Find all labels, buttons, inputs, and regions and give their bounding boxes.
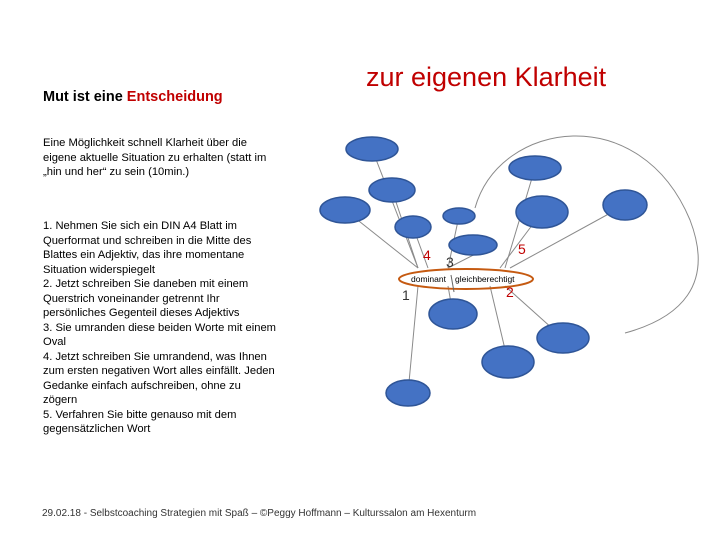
footer-text: 29.02.18 - Selbstcoaching Strategien mit Spaß – ©Peggy Hoffmann – Kulturssalon am Hexenturm (42, 508, 477, 519)
thought-nodes (320, 137, 647, 406)
label-2: 2 (506, 284, 514, 300)
label-5: 5 (518, 241, 526, 257)
thought-node (395, 216, 431, 238)
intro-text: Eine Möglichkeit schnell Klarheit über die eigene aktuelle Situation zu erhalten (statt im „hin und her“ zu sein (10min.) (43, 137, 267, 178)
thought-node (320, 197, 370, 223)
step-1: 1. Nehmen Sie sich ein DIN A4 Blatt im Querformat und schreiben in die Mitte des Blattes ein Adjektiv, das ihre momentane Situation widerspiegelt (43, 220, 252, 276)
thought-node (516, 196, 568, 228)
thought-node (369, 178, 415, 202)
thought-node (449, 235, 497, 255)
subtitle-accent: Entscheidung (126, 89, 223, 105)
step-2: 2. Jetzt schreiben Sie daneben mit einem Querstrich voneinander getrennt Ihr persönliches Gegenteil dieses Adjektivs (43, 278, 249, 319)
step-4: 4. Jetzt schreiben Sie umrandend, was Ihnen zum ersten negativen Wort alles einfällt. Jeden Gedanke einfach aufschreiben, ohne zu zögern (43, 350, 275, 406)
thought-node (603, 190, 647, 220)
center-word-right: gleichberechtigt (455, 274, 515, 284)
thought-node (509, 156, 561, 180)
thought-node (482, 346, 534, 378)
thought-node (537, 323, 589, 353)
subtitle-prefix: Mut ist eine (43, 89, 123, 105)
thought-node (429, 299, 477, 329)
step-3: 3. Sie umranden diese beiden Worte mit einem Oval (43, 321, 276, 348)
label-3: 3 (446, 254, 454, 270)
label-4: 4 (423, 247, 431, 263)
step-5: 5. Verfahren Sie bitte genauso mit dem gegensätzlichen Wort (43, 408, 237, 435)
page-title: zur eigenen Klarheit (366, 62, 607, 92)
thought-node (346, 137, 398, 161)
thought-node (443, 208, 475, 224)
label-1: 1 (402, 287, 410, 303)
center-word-left: dominant (411, 274, 446, 284)
connector-curve (475, 136, 698, 333)
thought-node (386, 380, 430, 406)
